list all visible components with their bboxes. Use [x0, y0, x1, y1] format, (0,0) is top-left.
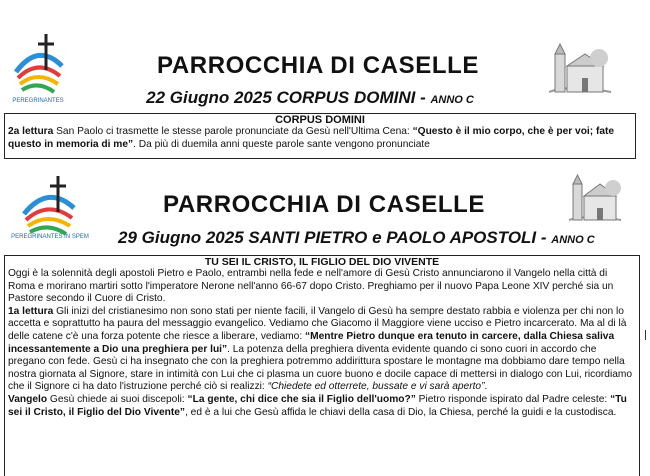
first-reading-label: 1a lettura [8, 305, 54, 317]
parish-title: PARROCCHIA DI CASELLE [157, 52, 479, 79]
svg-text:PEREGRINANTES IN SPEM: PEREGRINANTES IN SPEM [11, 234, 89, 240]
svg-text:PEREGRINANTES: PEREGRINANTES [12, 98, 64, 104]
gospel-label: Vangelo [8, 393, 48, 405]
reading-paragraph [5, 126, 635, 151]
liturgical-year-2: ANNO C [551, 234, 595, 246]
gospel-answer: “Tu sei il Cristo, il Figlio del Dio Vivente” [8, 393, 627, 418]
reading-text: San Paolo ci trasmette le stesse parole pronunciate da Gesù nell'Ultima Cena: [53, 126, 413, 137]
date-subtitle-text-2: 29 Giugno 2025 SANTI PIETRO e PAOLO APOSTOLI - [118, 228, 547, 247]
church-image-2 [567, 172, 623, 224]
gospel-text-2: Pietro risponde ispirato dal Padre celeste: [415, 393, 611, 405]
reading-quote: “Questo è il mio corpo, che è per voi; fate questo in memoria di me” [8, 126, 615, 150]
liturgical-year: ANNO C [430, 94, 474, 106]
first-reading-text-2: . La potenza della preghiera diventa evidente quando ci sono cuori in accordo che pregano con fede. Gesù ci ha insegnato che con la preghiera potremmo addirittura spostare le montagne ma dobbiamo dare tempo nella nostra giornata al Signore, stare in intimità con Lui che ci plasma un cuore buono e docile capace di mettersi in dialogo con Lui, ricordiamo che il Signore ci ha dato l'istruzione perché ciò si realizzi: [8, 343, 633, 393]
date-subtitle [130, 88, 490, 108]
gospel-paragraph [5, 394, 639, 419]
date-subtitle-text: 22 Giugno 2025 CORPUS DOMINI - [146, 88, 426, 107]
jubilee-logo [8, 24, 68, 106]
parish-title-2: PARROCCHIA DI CASELLE [163, 191, 485, 218]
church-image [547, 40, 613, 96]
reading-label: 2a lettura [8, 126, 54, 137]
bulletin-page-1 [0, 0, 650, 160]
first-reading-italic-quote: “Chiedete ed otterrete, bussate e vi sarà aperto” [267, 381, 485, 393]
reading-box-2 [4, 255, 640, 476]
gospel-text-3: , ed è a lui che Gesù affida le chiavi della casa di Dio, la Chiesa, perché la guidi e la custodisca. [185, 406, 617, 418]
jubilee-logo-2 [10, 170, 90, 240]
gospel-text: Gesù chiede ai suoi discepoli: [47, 393, 188, 405]
section-heading-2: TU SEI IL CRISTO, IL FIGLIO DEL DIO VIVENTE [204, 256, 440, 268]
date-subtitle-2 [118, 228, 595, 248]
reading-text-cont: . Da più di duemila anni queste parole sante vengono pronunciate [133, 138, 430, 150]
first-reading-quote: “Mentre Pietro dunque era tenuto in carcere, dalla Chiesa saliva incessantemente a Dio una preghiera per lui” [8, 330, 615, 355]
text-cursor [645, 330, 646, 340]
first-reading-end: . [484, 381, 488, 393]
intro-paragraph: Oggi è la solennità degli apostoli Pietro e Paolo, entrambi nella fede e nell'amore di Gesù Cristo annunciarono il Vangelo nella città di Roma e morirano martiri sotto l'imperatore Nerone nell'anno 66-67 dopo Cristo. Preghiamo per il nuovo Papa Leone XIV perché sia un Pastore secondo il Cuore di Cristo. [8, 268, 614, 305]
section-heading: CORPUS DOMINI [275, 114, 365, 126]
gospel-question: “La gente, chi dice che sia il Figlio dell'uomo?” [187, 393, 416, 405]
bulletin-page-2 [0, 162, 650, 476]
reading-box [4, 113, 636, 159]
first-reading-paragraph [5, 306, 639, 394]
first-reading-text: Gli inizi del cristianesimo non sono stati per niente facili, il Vangelo di Gesù ha sempre destato rabbia e violenza per chi non lo accetta e soprattutto ha paura del messaggio evangelico. Vediamo che Giacomo il Maggiore viene ucciso e Pietro incarcerato. Ma al di là delle catene c'è una forza potente che riesce a liberare, vediamo: [8, 305, 627, 342]
